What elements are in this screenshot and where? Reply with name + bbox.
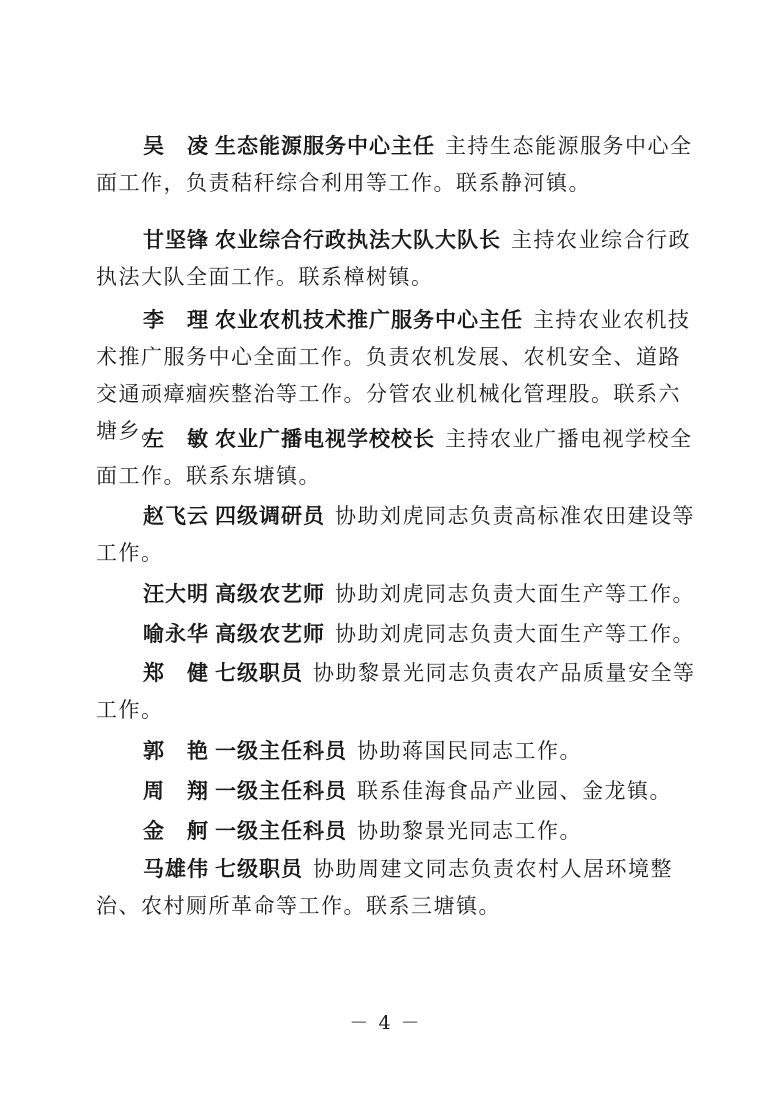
staff-duties: 协助黎景光同志负责农产品质量安全等工作。 — [96, 661, 696, 722]
staff-duties: 协助周建文同志负责农村人居环境整治、农村厕所革命等工作。联系三塘镇。 — [96, 857, 673, 918]
staff-duties: 协助刘虎同志负责大面生产等工作。 — [335, 622, 695, 646]
staff-name: 李 理 — [143, 308, 209, 332]
staff-name: 郑 健 — [143, 661, 209, 685]
staff-name: 汪大明 — [143, 582, 209, 606]
staff-duties: 主持农业综合行政执法大队全面工作。联系樟树镇。 — [96, 228, 691, 289]
staff-entry — [96, 773, 696, 810]
staff-entry — [96, 498, 696, 572]
staff-name: 喻永华 — [143, 622, 209, 646]
staff-name: 金 舸 — [143, 819, 209, 843]
staff-title: 生态能源服务中心主任 — [215, 134, 435, 158]
staff-name: 左 敏 — [143, 427, 209, 451]
staff-title: 四级调研员 — [215, 504, 325, 528]
staff-duties: 联系佳海食品产业园、金龙镇。 — [357, 779, 672, 803]
staff-title: 农业广播电视学校校长 — [215, 427, 435, 451]
staff-entry — [96, 655, 696, 729]
staff-entry — [96, 421, 696, 495]
staff-entry — [96, 128, 696, 202]
staff-name: 吴 凌 — [143, 134, 209, 158]
staff-name: 郭 艳 — [143, 739, 209, 763]
staff-title: 高级农艺师 — [215, 582, 325, 606]
staff-entry — [96, 851, 696, 925]
staff-duties: 主持生态能源服务中心全面工作，负责秸秆综合利用等工作。联系静河镇。 — [96, 134, 693, 195]
staff-name: 赵飞云 — [143, 504, 209, 528]
page-number: － 4 － — [349, 1012, 422, 1034]
staff-duties: 主持农业农机技术推广服务中心全面工作。负责农机发展、农机安全、道路交通顽瘴痼疾整治等工作。分管农业机械化管理股。联系六塘乡。 — [96, 308, 691, 443]
staff-title: 七级职员 — [215, 857, 303, 881]
staff-entry — [96, 222, 696, 296]
staff-entry — [96, 733, 696, 770]
staff-title: 农业综合行政执法大队大队长 — [215, 228, 501, 252]
staff-title: 一级主任科员 — [215, 779, 347, 803]
staff-title: 七级职员 — [215, 661, 303, 685]
staff-duties: 协助黎景光同志工作。 — [357, 819, 582, 843]
staff-name: 周 翔 — [143, 779, 209, 803]
staff-duties: 协助刘虎同志负责高标准农田建设等工作。 — [96, 504, 695, 565]
staff-title: 一级主任科员 — [215, 739, 347, 763]
staff-entry — [96, 576, 696, 613]
staff-name: 甘坚锋 — [143, 228, 209, 252]
staff-title: 高级农艺师 — [215, 622, 325, 646]
staff-entry — [96, 616, 696, 653]
staff-title: 农业农机技术推广服务中心主任 — [215, 308, 523, 332]
staff-title: 一级主任科员 — [215, 819, 347, 843]
staff-entry — [96, 813, 696, 850]
staff-duties: 协助刘虎同志负责大面生产等工作。 — [335, 582, 695, 606]
staff-duties: 协助蒋国民同志工作。 — [357, 739, 582, 763]
staff-name: 马雄伟 — [143, 857, 209, 881]
staff-duties: 主持农业广播电视学校全面工作。联系东塘镇。 — [96, 427, 693, 488]
